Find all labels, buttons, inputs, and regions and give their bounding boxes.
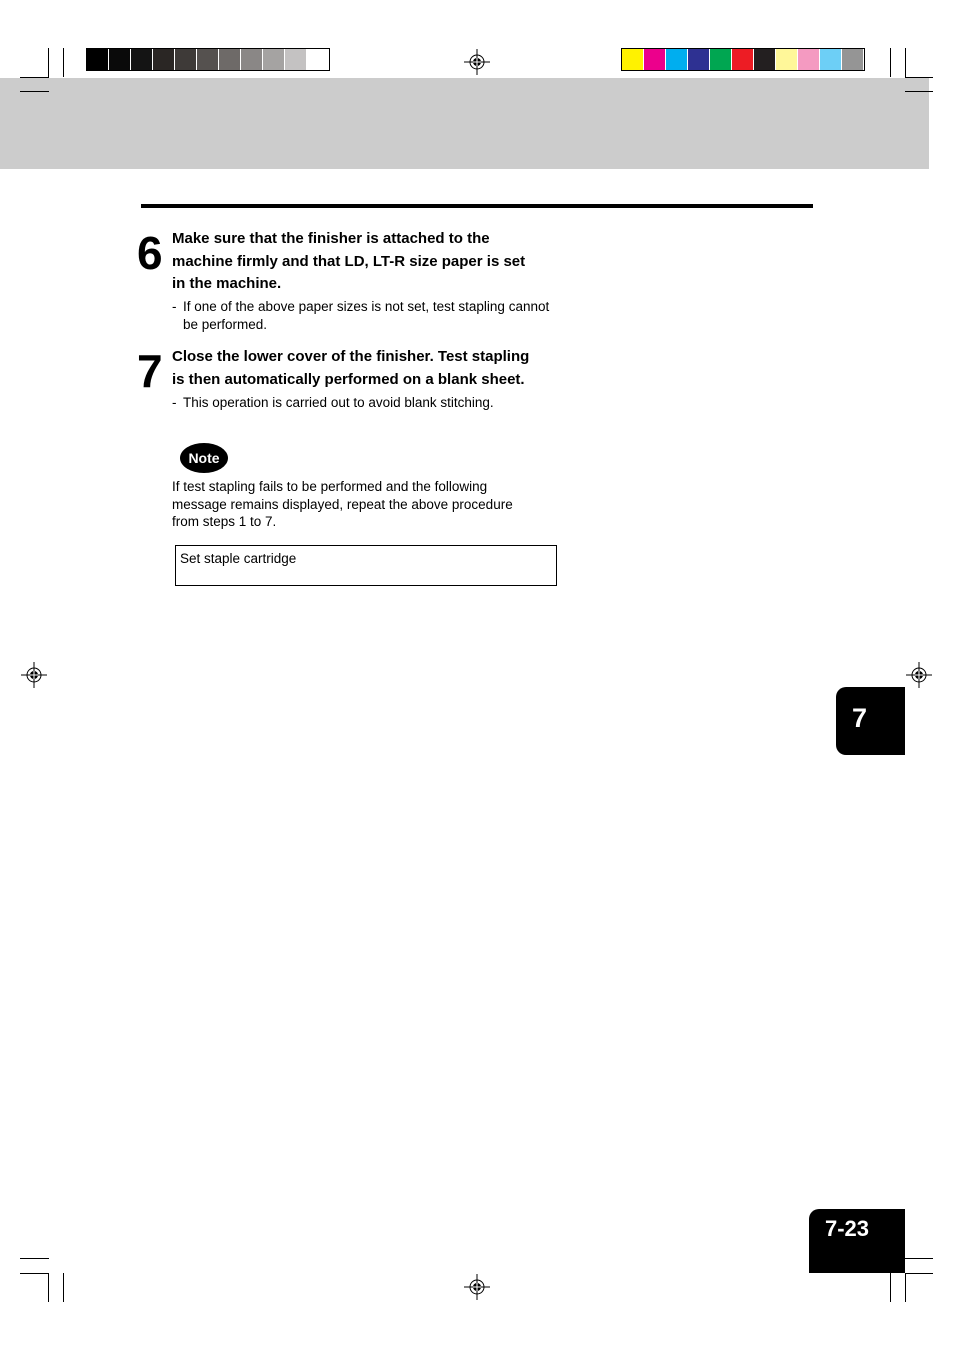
note-line: message remains displayed, repeat the above procedure — [172, 496, 513, 512]
crop-mark — [905, 1258, 933, 1259]
step-7-line: is then automatically performed on a blank sheet. — [172, 370, 525, 388]
chapter-tab — [836, 687, 905, 755]
note-line: If test stapling fails to be performed and the following — [172, 479, 488, 494]
gray-swatch — [263, 49, 285, 70]
step-7-note — [172, 394, 572, 412]
crop-mark — [63, 48, 64, 77]
color-swatch — [798, 49, 820, 70]
crop-mark — [48, 48, 49, 77]
step-6-instruction — [172, 228, 525, 296]
color-swatch — [710, 49, 732, 70]
step-6-line: Make sure that the finisher is attached to the — [172, 230, 490, 247]
crop-mark — [20, 91, 49, 92]
step-7-note-line: This operation is carried out to avoid blank stitching. — [183, 395, 494, 410]
crop-mark — [905, 1273, 906, 1302]
bullet-dash: - — [172, 395, 177, 410]
crop-mark — [890, 1273, 891, 1302]
crop-mark — [20, 1258, 49, 1259]
note-badge: Note — [180, 443, 228, 473]
step-6-line: in the machine. — [172, 275, 282, 292]
chapter-number: 7 — [852, 703, 868, 733]
registration-target-icon — [464, 49, 490, 75]
crop-mark — [48, 1273, 49, 1302]
crop-mark — [20, 77, 49, 78]
step-6-note-line: be performed. — [183, 317, 268, 332]
color-swatch — [842, 49, 864, 70]
step-7-instruction — [172, 346, 529, 391]
gray-swatch — [109, 49, 131, 70]
note-line: from steps 1 to 7. — [172, 514, 277, 529]
message-display-box — [175, 545, 557, 586]
crop-mark — [63, 1273, 64, 1302]
header-band — [0, 78, 929, 169]
registration-target-icon — [464, 1274, 490, 1300]
crop-mark — [20, 1273, 49, 1274]
step-6-line: machine firmly and that LD, LT-R size paper is set — [172, 252, 526, 270]
section-rule — [141, 204, 813, 208]
gray-swatch — [307, 49, 329, 70]
gray-swatch — [87, 49, 109, 70]
color-swatch — [622, 49, 644, 70]
gray-swatch — [219, 49, 241, 70]
grayscale-calibration-bar — [86, 48, 330, 71]
crop-mark — [905, 48, 906, 77]
page-number: 7-23 — [825, 1216, 870, 1241]
gray-swatch — [175, 49, 197, 70]
crop-mark — [890, 48, 891, 77]
crop-mark — [905, 77, 933, 78]
gray-swatch — [285, 49, 307, 70]
color-swatch — [754, 49, 776, 70]
gray-swatch — [131, 49, 153, 70]
step-6-note-line: If one of the above paper sizes is not set, test stapling cannot — [183, 299, 550, 314]
step-6-number: 6 — [137, 227, 162, 279]
gray-swatch — [153, 49, 175, 70]
gray-swatch — [241, 49, 263, 70]
registration-target-icon — [21, 662, 47, 688]
color-swatch — [666, 49, 688, 70]
registration-target-icon — [906, 662, 932, 688]
color-swatch — [776, 49, 798, 70]
crop-mark — [905, 91, 933, 92]
color-swatch — [820, 49, 842, 70]
color-swatch — [688, 49, 710, 70]
color-swatch — [732, 49, 754, 70]
step-6-note — [172, 298, 572, 334]
crop-mark — [905, 1273, 933, 1274]
color-swatch — [644, 49, 666, 70]
color-calibration-bar — [621, 48, 865, 71]
page-number-tab — [809, 1209, 905, 1273]
gray-swatch — [197, 49, 219, 70]
message-text: Set staple cartridge — [180, 551, 297, 566]
bullet-dash: - — [172, 299, 177, 314]
step-7-number: 7 — [137, 345, 162, 397]
step-7-line: Close the lower cover of the finisher. Test stapling — [172, 348, 530, 365]
note-body — [172, 478, 572, 531]
